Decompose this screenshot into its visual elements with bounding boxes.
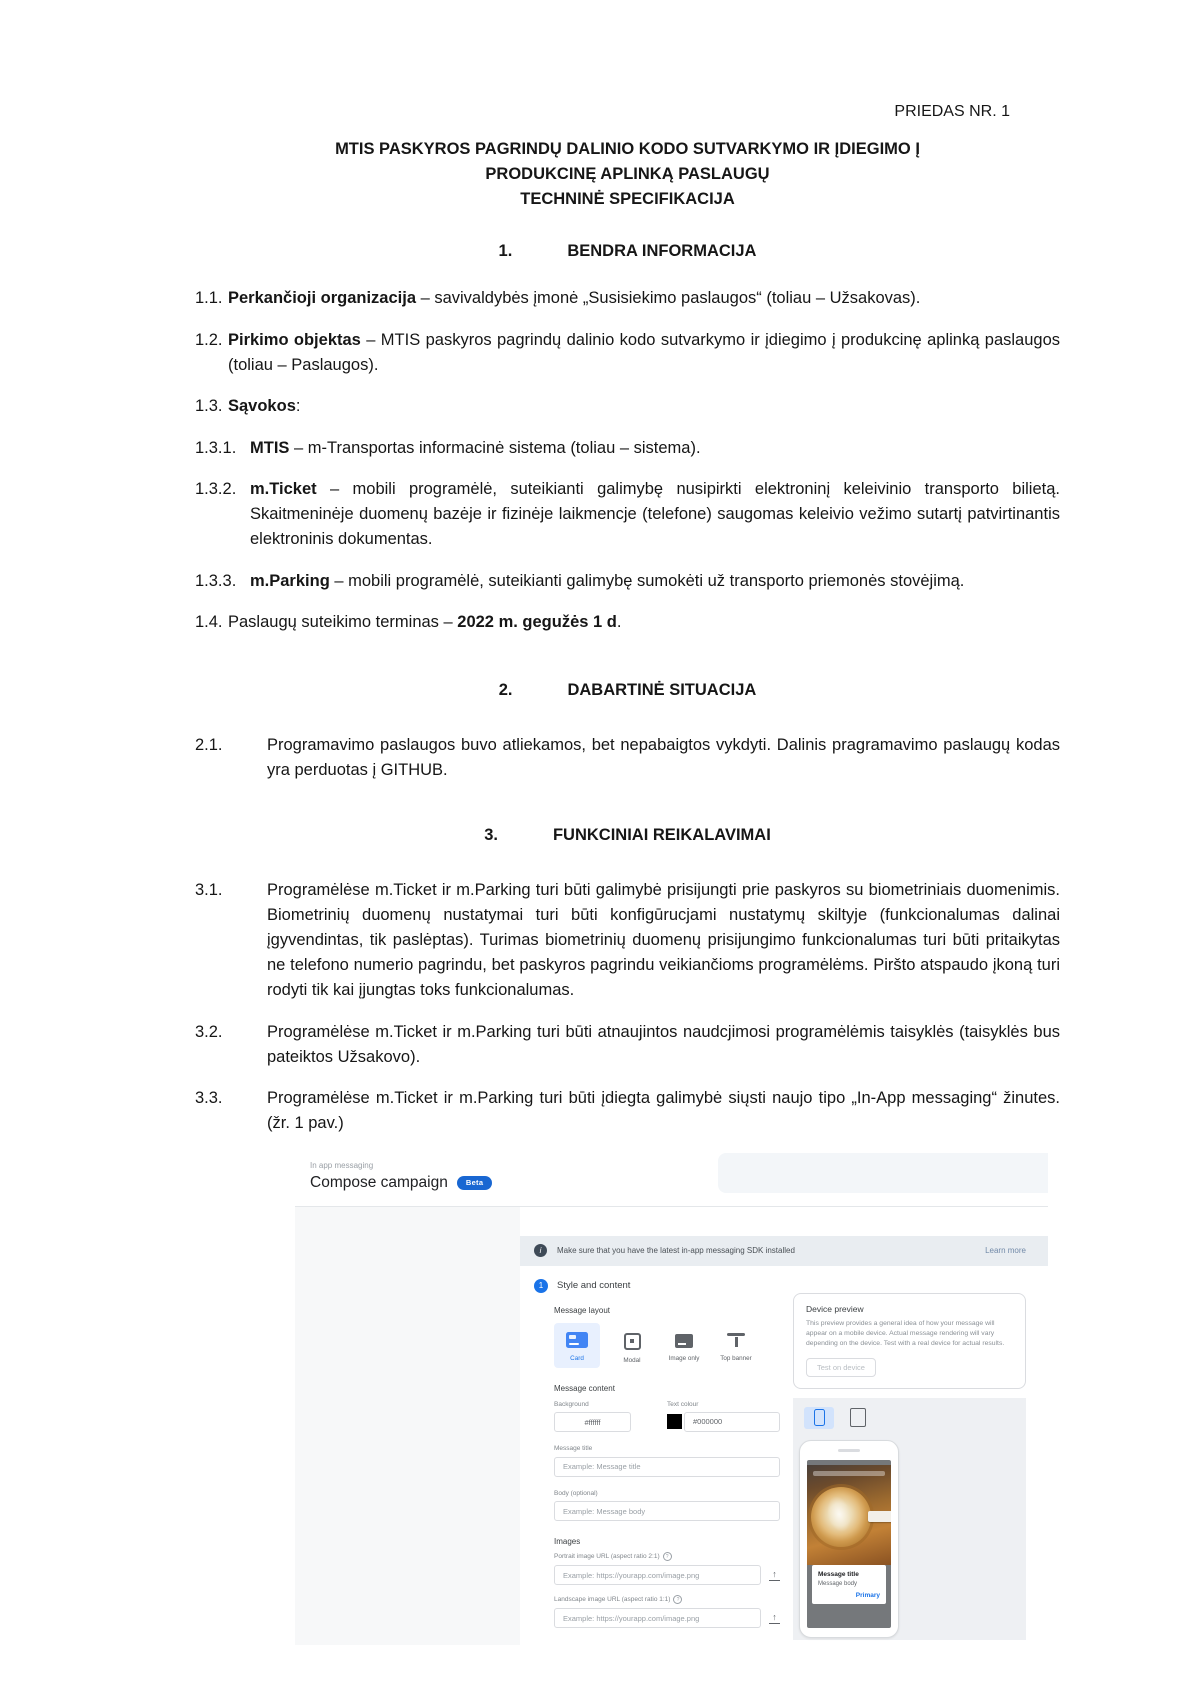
preview-message-body: Message body: [818, 1580, 858, 1587]
layout-option-image-only[interactable]: Image only: [664, 1323, 704, 1362]
document-title: [195, 137, 1060, 212]
card-layout-icon: [566, 1332, 588, 1348]
step-number-badge: 1: [534, 1279, 548, 1293]
banner-text: Make sure that you have the latest in-app messaging SDK installed: [557, 1246, 795, 1255]
section-number: 3.: [484, 826, 498, 844]
background-colour-input[interactable]: [554, 1412, 631, 1432]
message-title-label: Message title: [554, 1445, 593, 1452]
list-item: 3.1. Programėlėse m.Ticket ir m.Parking turi būti galimybė prisijungti prie paskyros su biometriniais duomenimis. Biometrinių duomenų nustatymai turi būti konfigūrucjami nustatymų skiltyje (funkcionalumas dalinai įgyvendintas, tik paslėptas). Turimas biometrinių duomenų prisijungimo funkcionalumas turi būti pritaikytas ne telefono numerio pagrindu, bet paskyros pagrindu veikiančioms programėlėms. Piršto atspaudo įkoną turi rodyti tik kai įjungtas toks funkcionalumas.: [195, 881, 1060, 999]
layout-option-modal[interactable]: Modal: [612, 1323, 652, 1364]
list-item: 1.4. Paslaugų suteikimo terminas – 2022 m. gegužės 1 d.: [195, 613, 622, 631]
info-icon: i: [534, 1244, 547, 1257]
step-style-and-content: [534, 1279, 630, 1293]
step-label: Style and content: [557, 1280, 631, 1291]
learn-more-link[interactable]: Learn more: [985, 1246, 1026, 1255]
device-preview-title: Device preview: [806, 1303, 864, 1314]
image-only-layout-icon: [675, 1334, 693, 1348]
list-item: 1.2. Pirkimo objektas – MTIS paskyros pagrindų dalinio kodo sutvarkymo ir įdiegimo į produkcinę aplinką paslaugos (toliau – Paslaugos).: [195, 330, 1060, 374]
section-heading-3: [195, 823, 1060, 848]
document-content: [195, 0, 1060, 1645]
primary-action-button[interactable]: Primary: [855, 1591, 880, 1599]
list-item: 1.3.3. m.Parking – mobili programėlė, suteikianti galimybę sumokėti už transporto priemonės stovėjimą.: [195, 571, 965, 590]
text-colour-swatch[interactable]: [667, 1414, 682, 1429]
layout-option-card[interactable]: Card: [554, 1323, 600, 1368]
test-on-device-button[interactable]: Test on device: [806, 1358, 876, 1377]
list-item: 1.3.2. m.Ticket – mobili programėlė, suteikianti galimybę nusipirkti elektroninį keleivinio transporto bilietą. Skaitmeninėje duomenų bazėje ir fizinėje laikmencje (telefone) saugomas keleivio vežimo sutartį patvirtinantis elektroninis dokumentas.: [195, 480, 1060, 548]
section-heading-1: [195, 239, 1060, 264]
tablet-icon: [850, 1408, 866, 1427]
coffee-preview-image: [807, 1465, 891, 1565]
page-title: Compose campaign: [310, 1173, 448, 1191]
compose-panel: [520, 1207, 1048, 1645]
text-colour-label: Text colour: [667, 1400, 699, 1408]
figure-screenshot: [295, 1153, 1048, 1645]
napkin-graphic: [868, 1511, 891, 1522]
device-preview-card: [793, 1293, 1026, 1389]
list-item: 3.3. Programėlėse m.Ticket ir m.Parking turi būti įdiegta galimybė siųsti naujo tipo „In-App messaging“ žinutes. (žr. 1 pav.): [195, 1089, 1060, 1132]
landscape-image-url-input[interactable]: [554, 1608, 761, 1628]
annex-label: PRIEDAS NR. 1: [894, 103, 1010, 120]
device-preview-description: This preview provides a general idea of how your message will appear on a mobile device. Actual message rendering will vary depending on the device. Test with a real device for actual results.: [806, 1319, 1005, 1347]
upload-icon[interactable]: ↑: [769, 1570, 780, 1581]
help-icon[interactable]: ?: [673, 1595, 682, 1604]
body-label: Body (optional): [554, 1489, 598, 1497]
message-form: [554, 1306, 780, 1639]
tablet-toggle-button[interactable]: [843, 1407, 873, 1429]
message-title-input[interactable]: [554, 1457, 780, 1477]
preview-message-title: Message title: [818, 1570, 859, 1578]
phone-mockup: [799, 1440, 899, 1638]
phone-screen: [807, 1460, 891, 1628]
message-body-input[interactable]: [554, 1501, 780, 1521]
section-title: FUNKCINIAI REIKALAVIMAI: [552, 826, 771, 844]
message-preview-card: [812, 1565, 886, 1604]
phone-icon: [814, 1409, 825, 1426]
layout-option-top-banner[interactable]: Top banner: [716, 1323, 756, 1362]
landscape-image-label: Landscape image URL (aspect ratio 1:1) ?: [554, 1595, 780, 1604]
breadcrumb: In app messaging: [310, 1160, 374, 1170]
layout-options: [554, 1323, 780, 1368]
device-toggle: [804, 1407, 1026, 1429]
preview-stage: [793, 1398, 1026, 1640]
list-item: 1.1. Perkančioji organizacija – savivaldybės įmonė „Susisiekimo paslaugos“ (toliau – Užsakovas).: [195, 289, 921, 307]
portrait-image-url-input[interactable]: [554, 1565, 761, 1585]
modal-layout-icon: [624, 1333, 641, 1350]
section-number: 2.: [498, 681, 513, 699]
background-label: Background: [554, 1400, 589, 1408]
section-title: BENDRA INFORMACIJA: [567, 242, 757, 260]
upload-icon[interactable]: ↑: [769, 1613, 780, 1624]
text-colour-input[interactable]: [684, 1412, 780, 1432]
section-title: DABARTINĖ SITUACIJA: [567, 681, 757, 699]
title-line-3: TECHNINĖ SPECIFIKACIJA: [520, 190, 735, 208]
title-line-1: MTIS PASKYROS PAGRINDŲ DALINIO KODO SUTVARKYMO IR ĮDIEGIMO Į: [335, 140, 920, 158]
list-item: 2.1. Programavimo paslaugos buvo atliekamos, bet nepabaigtos vykdyti. Dalinis pragramavimo paslaugų kodas yra perduotas į GITHUB.: [195, 736, 1060, 779]
images-label: Images: [554, 1537, 581, 1546]
help-icon[interactable]: ?: [663, 1552, 672, 1561]
device-preview-column: [793, 1293, 1026, 1645]
list-item: 1.3. Sąvokos:: [195, 397, 301, 415]
message-layout-label: Message layout: [554, 1305, 611, 1315]
title-line-2: PRODUKCINĘ APLINKĄ PASLAUGŲ: [485, 165, 770, 183]
message-content-label: Message content: [554, 1383, 615, 1393]
portrait-image-label: Portrait image URL (aspect ratio 2:1) ?: [554, 1552, 780, 1561]
list-item: 1.3.1. MTIS – m-Transportas informacinė sistema (toliau – sistema).: [195, 438, 701, 457]
header-right-band: [718, 1153, 1048, 1193]
latte-cup-graphic: [811, 1487, 871, 1547]
list-item: 3.2. Programėlėse m.Ticket ir m.Parking turi būti atnaujintos naudcjimosi programėlėmis taisyklės (taisyklės bus pateiktos Užsakovo).: [195, 1022, 1060, 1066]
beta-badge: Beta: [457, 1176, 492, 1190]
phone-toggle-button[interactable]: [804, 1407, 834, 1429]
section-number: 1.: [498, 242, 513, 260]
top-banner-layout-icon: [727, 1332, 745, 1348]
phone-speaker: [838, 1449, 860, 1452]
section-heading-2: [195, 678, 1060, 703]
sdk-banner: [520, 1236, 1048, 1266]
